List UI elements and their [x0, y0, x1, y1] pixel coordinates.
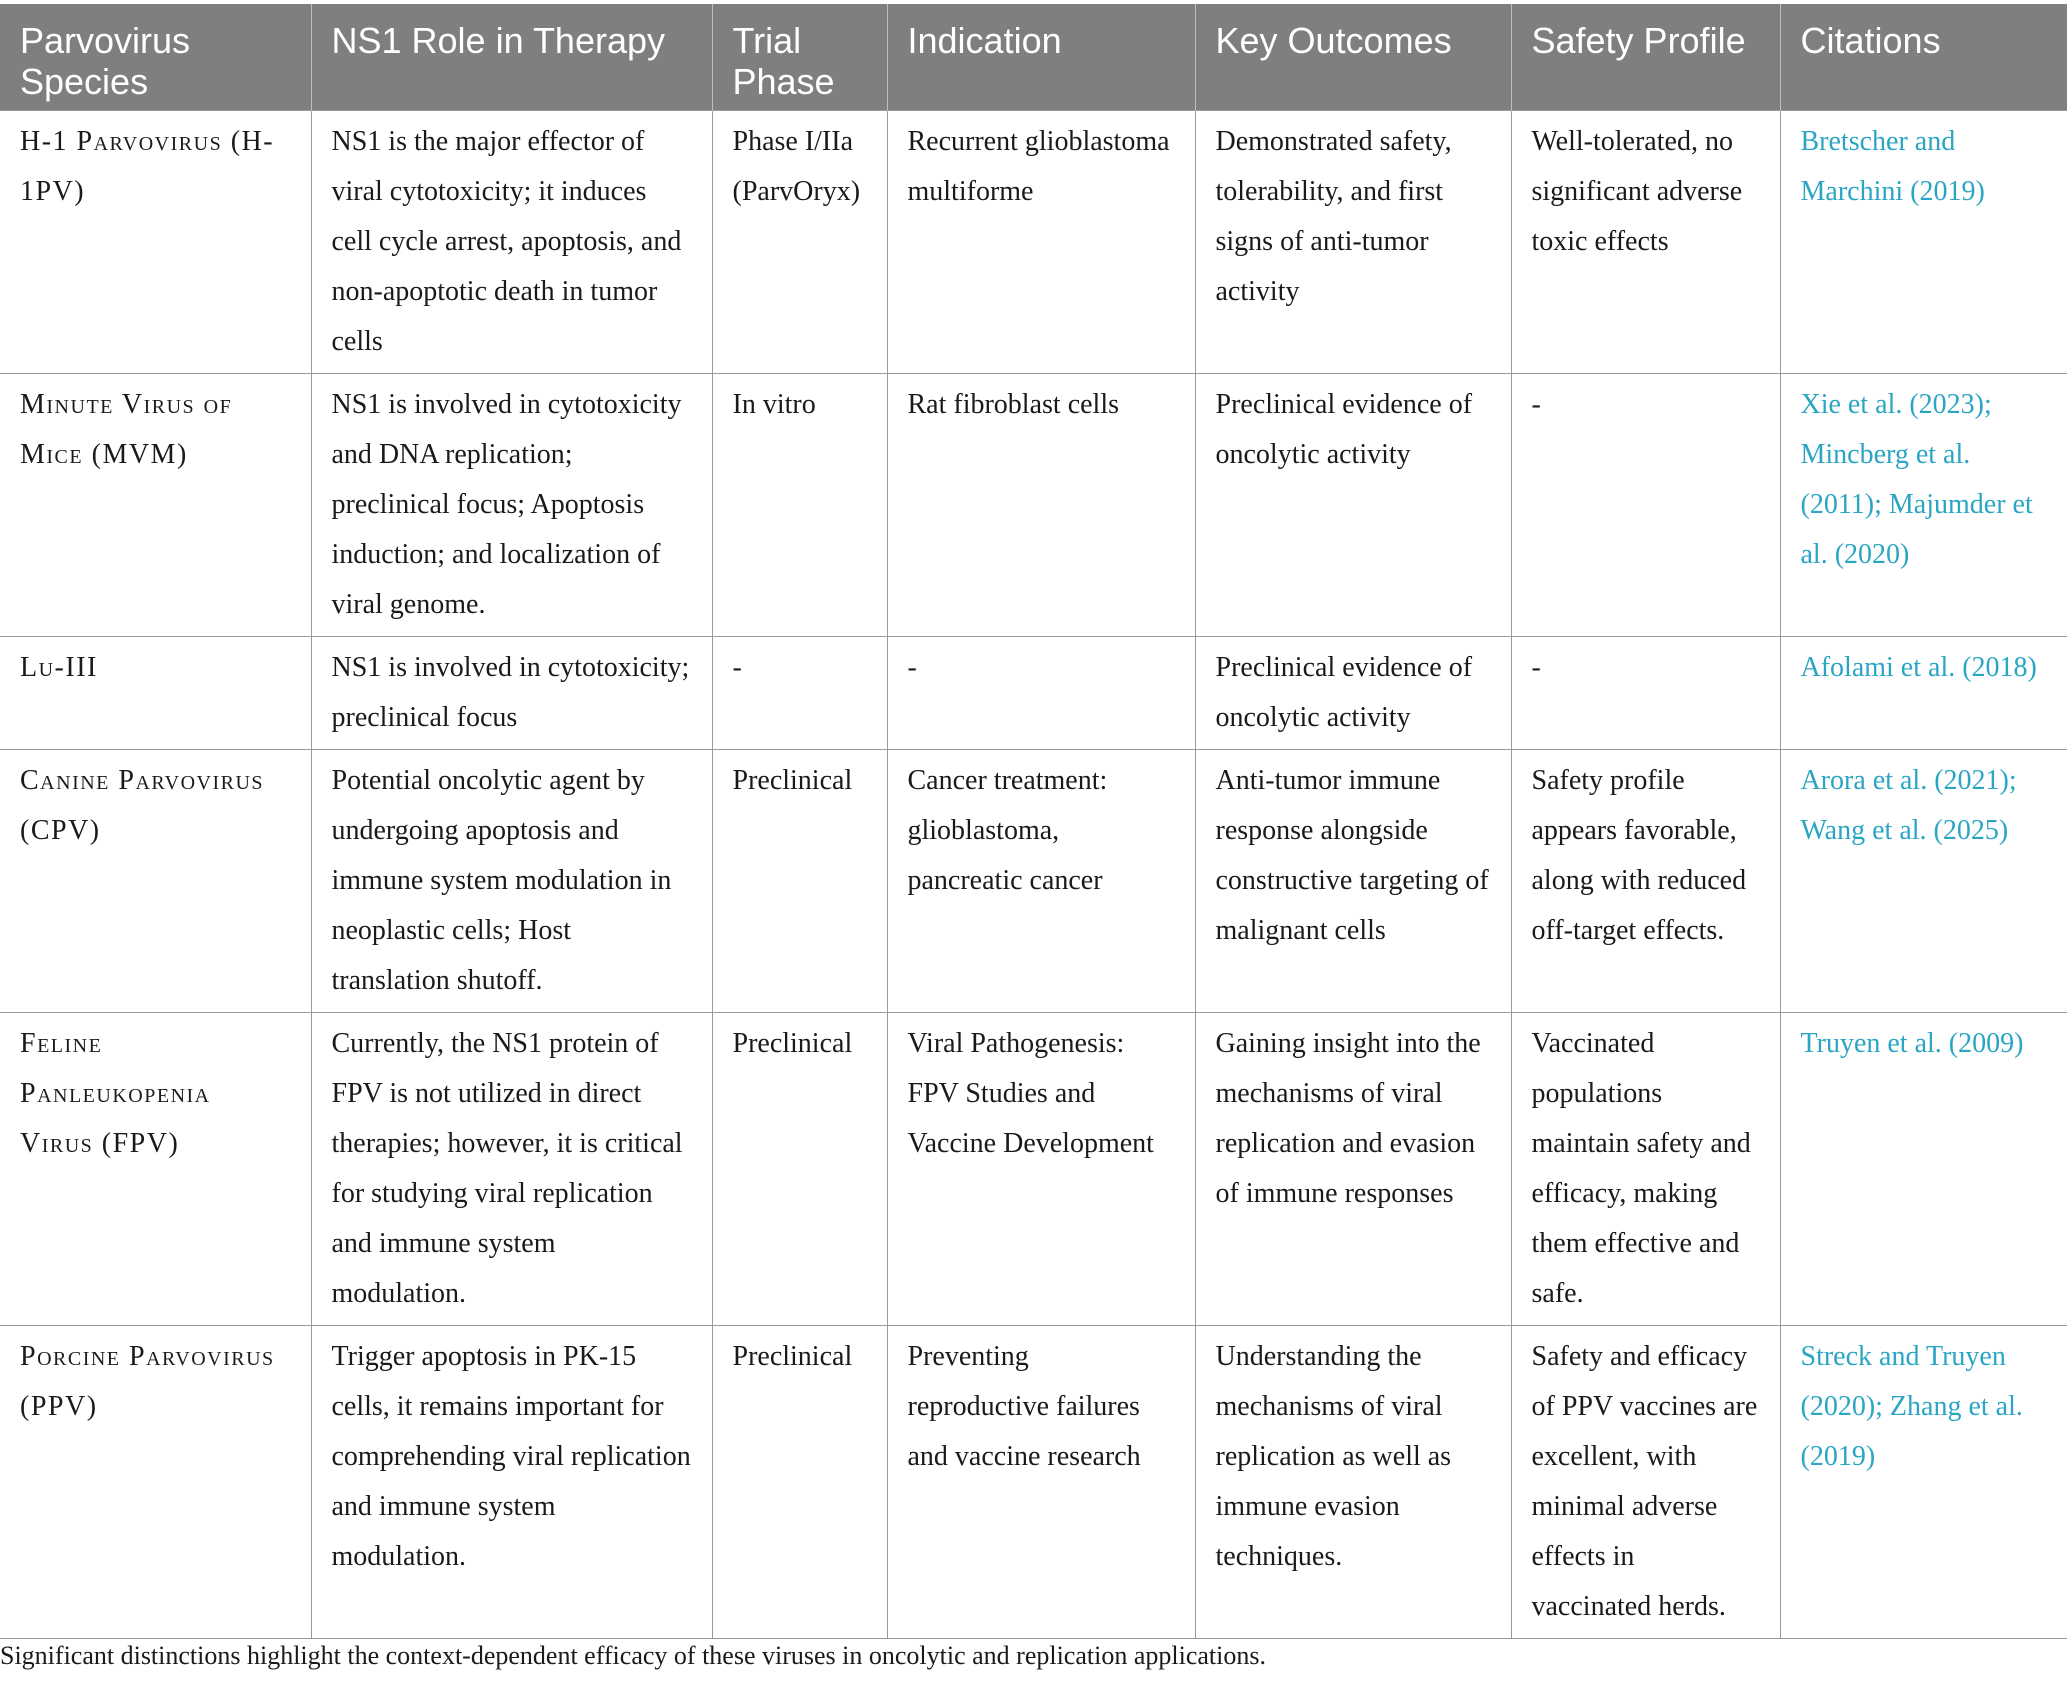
cell-species: H-1 Parvovirus (H-1PV) — [0, 111, 311, 374]
cell-key-outcomes: Gaining insight into the mechanisms of viral replication and evasion of immune responses — [1195, 1013, 1511, 1326]
cell-safety-profile: - — [1511, 374, 1780, 637]
table-row — [0, 1326, 2067, 1639]
header-ns1-role: NS1 Role in Therapy — [311, 4, 712, 111]
cell-citation-link[interactable]: Bretscher and Marchini (2019) — [1780, 111, 2067, 374]
table-row — [0, 374, 2067, 637]
cell-indication: - — [887, 637, 1195, 750]
cell-indication: Recurrent glioblastoma multiforme — [887, 111, 1195, 374]
cell-trial-phase: Preclinical — [712, 750, 887, 1013]
table-row — [0, 1013, 2067, 1326]
cell-indication: Viral Pathogenesis: FPV Studies and Vaccine Development — [887, 1013, 1195, 1326]
table-body — [0, 111, 2067, 1639]
header-trial-phase: Trial Phase — [712, 4, 887, 111]
cell-safety-profile: - — [1511, 637, 1780, 750]
cell-citation-link[interactable]: Truyen et al. (2009) — [1780, 1013, 2067, 1326]
header-row — [0, 4, 2067, 111]
cell-key-outcomes: Preclinical evidence of oncolytic activity — [1195, 637, 1511, 750]
header-safety-profile: Safety Profile — [1511, 4, 1780, 111]
parvovirus-ns1-table — [0, 4, 2067, 1639]
cell-key-outcomes: Understanding the mechanisms of viral replication as well as immune evasion techniques. — [1195, 1326, 1511, 1639]
table-row — [0, 637, 2067, 750]
cell-trial-phase: In vitro — [712, 374, 887, 637]
cell-citation-link[interactable]: Arora et al. (2021); Wang et al. (2025) — [1780, 750, 2067, 1013]
cell-species: Porcine Parvovirus (PPV) — [0, 1326, 311, 1639]
parvovirus-table-container — [0, 4, 2067, 1639]
cell-ns1-role: NS1 is involved in cytotoxicity; preclinical focus — [311, 637, 712, 750]
cell-indication: Rat fibroblast cells — [887, 374, 1195, 637]
cell-ns1-role: Currently, the NS1 protein of FPV is not utilized in direct therapies; however, it is critical for studying viral replication and immune system modulation. — [311, 1013, 712, 1326]
cell-ns1-role: NS1 is involved in cytotoxicity and DNA replication; preclinical focus; Apoptosis induction; and localization of viral genome. — [311, 374, 712, 637]
cell-indication: Preventing reproductive failures and vaccine research — [887, 1326, 1195, 1639]
cell-safety-profile: Vaccinated populations maintain safety and efficacy, making them effective and safe. — [1511, 1013, 1780, 1326]
cell-ns1-role: NS1 is the major effector of viral cytotoxicity; it induces cell cycle arrest, apoptosis, and non-apoptotic death in tumor cells — [311, 111, 712, 374]
cell-citation-link[interactable]: Afolami et al. (2018) — [1780, 637, 2067, 750]
table-header — [0, 4, 2067, 111]
table-row — [0, 750, 2067, 1013]
cell-citation-link[interactable]: Streck and Truyen (2020); Zhang et al. (2019) — [1780, 1326, 2067, 1639]
cell-ns1-role: Potential oncolytic agent by undergoing apoptosis and immune system modulation in neoplastic cells; Host translation shutoff. — [311, 750, 712, 1013]
header-key-outcomes: Key Outcomes — [1195, 4, 1511, 111]
cell-species: Minute Virus of Mice (MVM) — [0, 374, 311, 637]
cell-trial-phase: Phase I/IIa (ParvOryx) — [712, 111, 887, 374]
cell-trial-phase: Preclinical — [712, 1013, 887, 1326]
cell-safety-profile: Safety and efficacy of PPV vaccines are excellent, with minimal adverse effects in vaccinated herds. — [1511, 1326, 1780, 1639]
cell-species: Lu-III — [0, 637, 311, 750]
cell-species: Canine Parvovirus (CPV) — [0, 750, 311, 1013]
cell-species: Feline Panleukopenia Virus (FPV) — [0, 1013, 311, 1326]
header-species: Parvovirus Species — [0, 4, 311, 111]
header-indication: Indication — [887, 4, 1195, 111]
cell-key-outcomes: Preclinical evidence of oncolytic activity — [1195, 374, 1511, 637]
cell-indication: Cancer treatment: glioblastoma, pancreatic cancer — [887, 750, 1195, 1013]
cell-trial-phase: - — [712, 637, 887, 750]
table-footnote: Significant distinctions highlight the context-dependent efficacy of these viruses in oncolytic and replication applications. — [0, 1641, 1266, 1670]
cell-key-outcomes: Anti-tumor immune response alongside constructive targeting of malignant cells — [1195, 750, 1511, 1013]
header-citations: Citations — [1780, 4, 2067, 111]
cell-key-outcomes: Demonstrated safety, tolerability, and first signs of anti-tumor activity — [1195, 111, 1511, 374]
cell-citation-link[interactable]: Xie et al. (2023); Mincberg et al. (2011); Majumder et al. (2020) — [1780, 374, 2067, 637]
table-row — [0, 111, 2067, 374]
cell-safety-profile: Well-tolerated, no significant adverse toxic effects — [1511, 111, 1780, 374]
cell-ns1-role: Trigger apoptosis in PK-15 cells, it remains important for comprehending viral replication and immune system modulation. — [311, 1326, 712, 1639]
cell-trial-phase: Preclinical — [712, 1326, 887, 1639]
cell-safety-profile: Safety profile appears favorable, along with reduced off-target effects. — [1511, 750, 1780, 1013]
